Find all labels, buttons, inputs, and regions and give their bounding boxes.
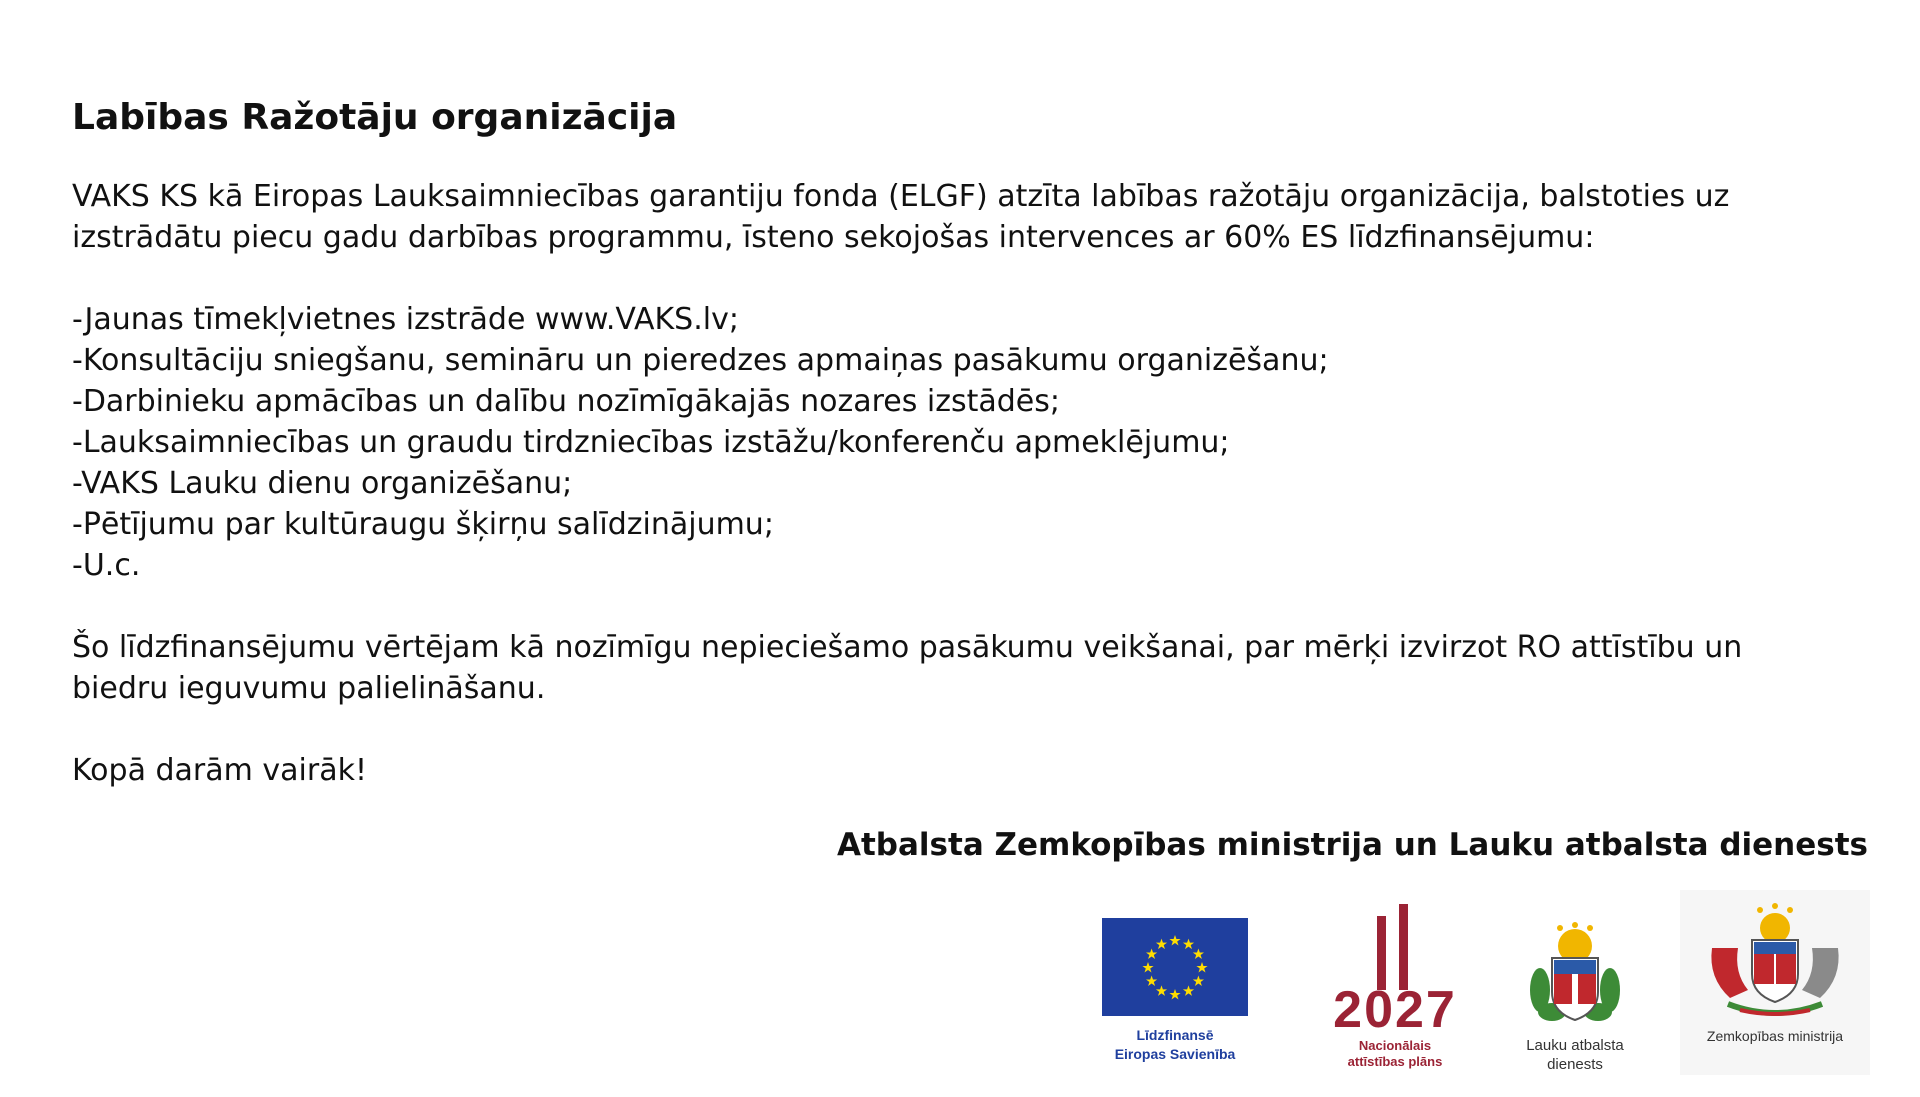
coat-of-arms-icon [1700, 898, 1850, 1023]
slogan: Kopā darām vairāk! [72, 753, 367, 788]
list-item: -U.c. [72, 548, 141, 583]
lad-logo [1510, 920, 1640, 1074]
nap-logo-icon [1365, 898, 1425, 990]
lad-caption-line1: Lauku atbalsta [1526, 1037, 1624, 1054]
lad-caption-line2: dienests [1547, 1056, 1603, 1073]
main-text [72, 176, 1772, 791]
nap-year: 2027 [1333, 981, 1457, 1039]
intro-paragraph: VAKS KS kā Eiropas Lauksaimniecības garantiju fonda (ELGF) atzīta labības ražotāju organizācija, balstoties uz izstrādātu piecu gadu darbības programmu, īsteno sekojošas intervences ar 60% ES līdzfinansējumu: [72, 179, 1730, 255]
list-item: -Darbinieku apmācības un dalību nozīmīgākajās nozares izstādēs; [72, 384, 1060, 419]
eu-caption-line2: Eiropas Savienība [1114, 1046, 1236, 1062]
intervention-list [72, 299, 1772, 586]
closing-paragraph: Šo līdzfinansējumu vērtējam kā nozīmīgu nepieciešamo pasākumu veikšanai, par mērķi izvirzot RO attīstību un biedru ieguvumu palielināšanu. [72, 630, 1743, 706]
list-item: -Jaunas tīmekļvietnes izstrāde www.VAKS.lv; [72, 302, 739, 337]
nap-caption-line1: Nacionālais [1358, 1038, 1432, 1053]
page-title: Labības Ražotāju organizācija [72, 97, 678, 138]
list-item: -Konsultāciju sniegšanu, semināru un pieredzes apmaiņas pasākumu organizēšanu; [72, 343, 1329, 378]
support-line: Atbalsta Zemkopības ministrija un Lauku atbalsta dienests [837, 827, 1868, 863]
list-item: -VAKS Lauku dienu organizēšanu; [72, 466, 573, 501]
list-item: -Pētījumu par kultūraugu šķirņu salīdzinājumu; [72, 507, 774, 542]
coat-of-arms-icon [1520, 920, 1630, 1030]
eu-caption-line1: Līdzfinansē [1136, 1027, 1214, 1043]
zm-caption: Zemkopības ministrija [1706, 1028, 1844, 1044]
nap-caption-line2: attīstības plāns [1347, 1054, 1443, 1069]
eu-flag-icon [1102, 918, 1248, 1016]
list-item: -Lauksaimniecības un graudu tirdzniecības izstāžu/konferenču apmeklējumu; [72, 425, 1230, 460]
zm-logo [1680, 890, 1870, 1075]
nap-logo [1315, 898, 1475, 1070]
eu-logo [1100, 918, 1250, 1064]
